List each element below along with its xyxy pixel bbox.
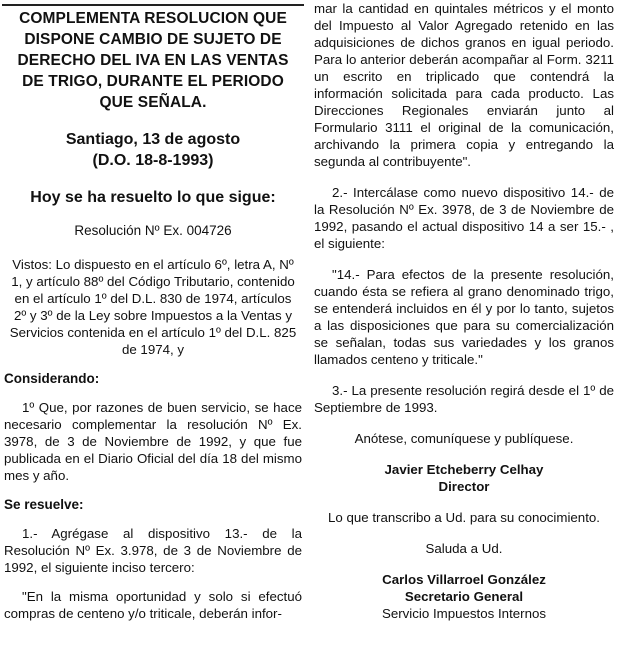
punto-1-paragraph: 1.- Agrégase al dispositivo 13.- de la Resolución Nº Ex. 3.978, de 3 de Noviembre de 1992, el siguiente inciso tercero: [4, 526, 302, 575]
anotese-line: Anótese, comuníquese y publíquese. [354, 431, 574, 446]
cita-paragraph-start: "En la misma oportunidad y solo si efectuó compras de centeno y/o triticale, deberán infor- [4, 589, 302, 621]
hoy-heading: Hoy se ha resuelto lo que sigue: [30, 189, 276, 206]
considerando-heading: Considerando: [4, 371, 100, 386]
dispositivo-14-paragraph: "14.- Para efectos de la presente resolución, cuando ésta se refiera al grano denominado trigo, se entenderá incluidos en él y por lo tanto, sujetos a las disposiciones que para su comercialización se señalan, todas sus variedades y los granos llamados centeno y triticale." [314, 267, 614, 367]
resolution-number: Resolución Nº Ex. 004726 [74, 223, 232, 238]
right-column [314, 0, 614, 622]
punto-3-paragraph: 3.- La presente resolución regirá desde el 1º de Septiembre de 1993. [314, 383, 614, 415]
director-name: Javier Etcheberry Celhay [384, 462, 544, 477]
resolution-title: COMPLEMENTA RESOLUCION QUE DISPONE CAMBIO DE SUJETO DE DERECHO DEL IVA EN LAS VENTAS DE TRIGO, DURANTE EL PERIODO QUE SEÑALA. [17, 10, 289, 111]
service-name: Servicio Impuestos Internos [381, 606, 547, 621]
secretary-name: Carlos Villarroel González [382, 572, 546, 587]
issue-date: Santiago, 13 de agosto [65, 131, 241, 148]
cita-paragraph-continued: mar la cantidad en quintales métricos y el monto del Impuesto al Valor Agregado retenido en las adquisiciones de dichos granos en igual periodo. Para lo anterior deberán acompañar al Form. 3211 un escrito en triplicado que contendrá la información solicitada para cada producto. Las Direcciones Regionales enviarán junto al Formulario 3111 el original de la comunicación, archivando la primera copia y entregando la segunda al contribuyente". [314, 1, 614, 169]
vistos-paragraph: Vistos: Lo dispuesto en el artículo 6º, letra A, Nº 1, y artículo 88º del Código Tributario, contenido en el artículo 1º del D.L. 830 de 1974, artículos 2º y 3º de la Ley sobre Impuestos a la Ventas y Servicios contenida en el artículo 1º del D.L. 825 de 1974, y [9, 257, 297, 357]
left-column [4, 0, 302, 622]
diario-oficial-reference: (D.O. 18-8-1993) [92, 152, 214, 169]
saluda-line: Saluda a Ud. [425, 541, 503, 556]
director-title: Director [438, 479, 490, 494]
transcribo-line: Lo que transcribo a Ud. para su conocimiento. [327, 510, 600, 525]
secretary-title: Secretario General [404, 589, 524, 604]
punto-2-paragraph: 2.- Intercálase como nuevo dispositivo 14.- de la Resolución Nº Ex. 3978, de 3 de Noviembre de 1992, pasando el actual dispositivo 14 a ser 15.- , el siguiente: [314, 185, 614, 251]
se-resuelve-heading: Se resuelve: [4, 497, 84, 512]
considerando-paragraph: 1º Que, por razones de buen servicio, se hace necesario complementar la resolución Nº Ex. 3978, de 3 de Noviembre de 1992, y que fue publicada en el Diario Oficial del día 18 del mismo mes y año. [4, 400, 302, 483]
